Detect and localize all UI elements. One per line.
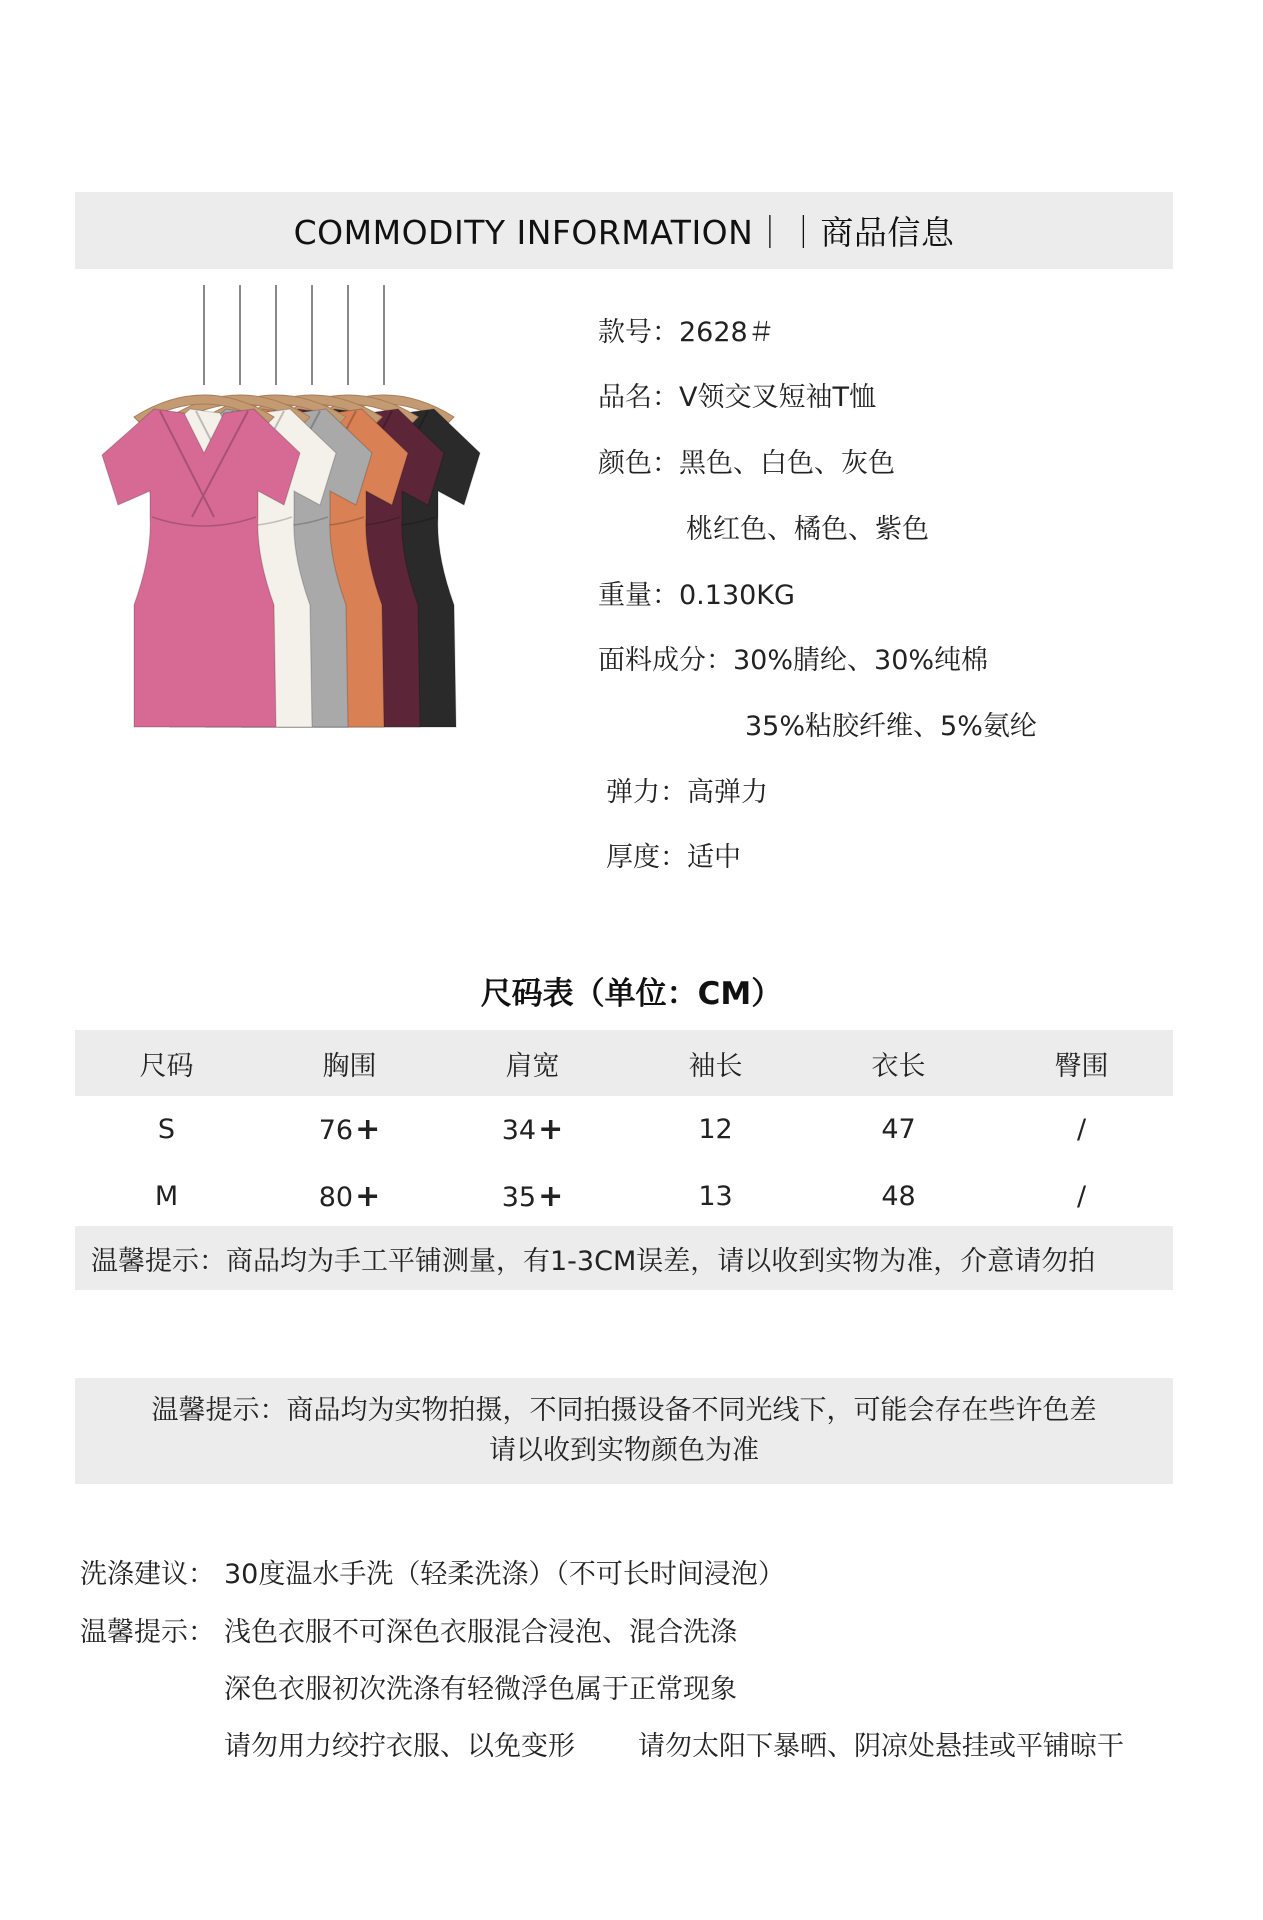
wash-value: 30度温水手洗（轻柔洗涤）（不可长时间浸泡） [224,1559,785,1590]
spec-elasticity-value: 高弹力 [687,777,768,808]
size-cell: S [157,1114,176,1145]
chest-cell: 76+ [318,1112,381,1147]
size-table-header-row [75,1030,1173,1096]
care-tip-3a: 请勿用力绞拧衣服、以免变形 [224,1731,575,1762]
care-tip-1: 浅色衣服不可深色衣服混合浸泡、混合洗涤 [224,1617,737,1648]
header-cell: 肩宽 [441,1030,624,1096]
header-title: COMMODITY INFORMATION｜｜商品信息 [293,213,955,252]
spec-thickness [606,835,741,874]
header-cell: 袖长 [624,1030,807,1096]
spec-elasticity [606,770,768,809]
spec-fabric-value: 30%腈纶、30%纯棉 [733,645,989,676]
shoulder-cell: 35+ [501,1179,564,1214]
hip-cell: / [1076,1181,1087,1212]
spec-name-label: 品名： [598,382,679,413]
spec-weight-value: 0.130KG [679,580,795,611]
shoulder-cell: 34+ [501,1112,564,1147]
care-tip-2: 深色衣服初次洗涤有轻微浮色属于正常现象 [224,1674,737,1705]
size-cell: M [154,1181,179,1212]
length-cell: 47 [881,1114,916,1145]
spec-fabric-line2 [745,704,1037,743]
length-cell: 48 [881,1181,916,1212]
spec-elasticity-label: 弹力： [606,777,687,808]
product-photo [62,285,522,735]
spec-name [598,375,876,414]
sleeve-cell: 13 [698,1181,733,1212]
color-note [75,1378,1173,1484]
spec-color-label: 颜色： [598,448,679,479]
spec-style-no-label: 款号： [598,317,679,348]
table-row [75,1163,1173,1230]
care-tip-3b: 请勿太阳下暴晒、阴凉处悬挂或平铺晾干 [638,1731,1124,1762]
size-table-title: 尺码表（单位：CM） [480,976,783,1012]
plus-icon: + [355,1179,381,1214]
spec-fabric [598,638,988,677]
spec-weight [598,573,795,612]
spec-weight-label: 重量： [598,580,679,611]
spec-color-line2 [686,507,929,546]
spec-fabric-value2: 35%粘胶纤维、5%氨纶 [745,711,1037,742]
color-note-line2: 请以收到实物颜色为准 [489,1435,759,1466]
hip-cell: / [1076,1114,1087,1145]
chest-cell: 80+ [318,1179,381,1214]
measurement-note-text: 温馨提示：商品均为手工平铺测量，有1-3CM误差，请以收到实物为准，介意请勿拍 [91,1245,1096,1277]
plus-icon: + [538,1179,564,1214]
spec-style-no-value: 2628＃ [679,317,775,348]
spec-fabric-label: 面料成分： [598,645,733,676]
header-cell: 衣长 [807,1030,990,1096]
plus-icon: + [538,1112,564,1147]
sleeve-cell: 12 [698,1114,733,1145]
header-cell: 尺码 [75,1030,258,1096]
table-row [75,1096,1173,1163]
spec-color [598,441,895,480]
care-tip-label: 温馨提示： [80,1617,215,1648]
header-cell: 胸围 [258,1030,441,1096]
spec-color-value2: 桃红色、橘色、紫色 [686,514,929,545]
spec-thickness-value: 适中 [687,842,741,873]
measurement-note [75,1226,1173,1290]
commodity-info-header [75,192,1173,269]
plus-icon: + [355,1112,381,1147]
spec-name-value: V领交叉短袖T恤 [679,382,876,413]
spec-thickness-label: 厚度： [606,842,687,873]
color-note-line1: 温馨提示：商品均为实物拍摄，不同拍摄设备不同光线下，可能会存在些许色差 [151,1395,1097,1426]
spec-style-no [598,310,775,349]
header-cell: 臀围 [990,1030,1173,1096]
size-table [75,1030,1173,1230]
spec-color-value: 黑色、白色、灰色 [679,448,895,479]
wash-label: 洗涤建议： [80,1559,215,1590]
